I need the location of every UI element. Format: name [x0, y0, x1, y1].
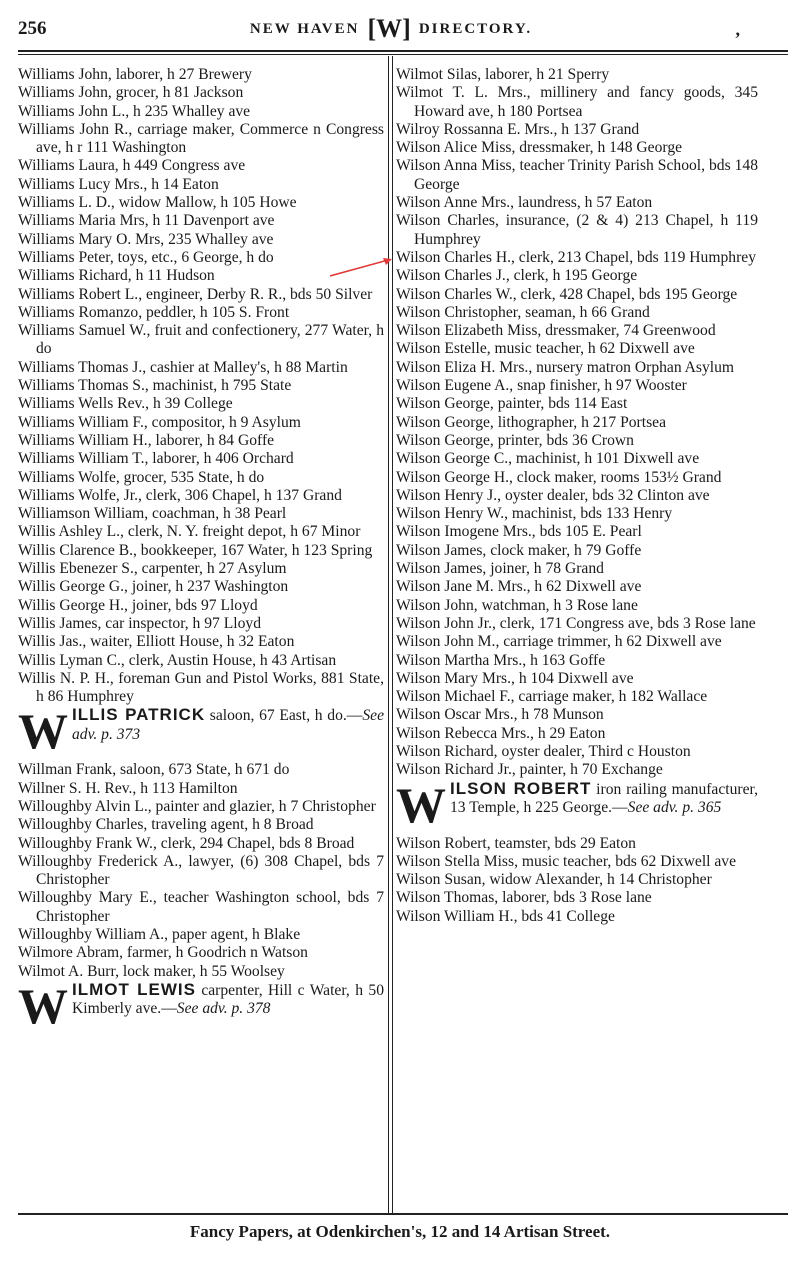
- feature-initial: W: [18, 703, 68, 760]
- feature-ref: See adv. p. 373: [72, 707, 384, 743]
- column-divider: [388, 56, 389, 1213]
- directory-entry: Willis Jas., waiter, Elliott House, h 32 Eaton: [18, 633, 295, 651]
- directory-entry: Williams John, grocer, h 81 Jackson: [18, 84, 244, 102]
- directory-entry: Wilson John, watchman, h 3 Rose lane: [396, 596, 638, 614]
- feature-text: carpenter, Hill c Water, h 50 Kimberly ave.—: [72, 981, 384, 1018]
- directory-entry: Wilson Richard, oyster dealer, Third c Houston: [396, 742, 691, 760]
- directory-entry: Willoughby William A., paper agent, h Blake: [18, 926, 301, 944]
- left-entries-continued: [18, 761, 384, 981]
- page-header: [18, 14, 740, 44]
- top-rule-thin: [18, 54, 788, 55]
- directory-entry: Williams Lucy Mrs., h 14 Eaton: [18, 175, 219, 193]
- directory-entry: Willis N. P. H., foreman Gun and Pistol Works, 881 State, h 86 Humphrey: [18, 669, 384, 706]
- directory-entry: Wilson George C., machinist, h 101 Dixwell ave: [396, 450, 700, 468]
- directory-entry: Willis Ashley L., clerk, N. Y. freight depot, h 67 Minor: [18, 523, 361, 541]
- section-letter: [W]: [367, 14, 411, 43]
- directory-entry: Wilson Oscar Mrs., h 78 Munson: [396, 706, 604, 724]
- feature-initial: W: [396, 776, 446, 833]
- directory-entry: Willoughby Alvin L., painter and glazier, h 7 Christopher: [18, 797, 376, 815]
- feature-name: ILMOT LEWIS: [72, 979, 196, 999]
- feature-text: iron railing manufacturer, 13 Temple, h 225 George.—: [450, 780, 758, 816]
- right-entries: [396, 66, 758, 780]
- directory-entry: Willoughby Mary E., teacher Washington school, bds 7 Christopher: [18, 889, 384, 925]
- feature-entry-wilmot-lewis: [18, 977, 384, 1036]
- directory-entry: Wilson Estelle, music teacher, h 62 Dixwell ave: [396, 340, 695, 358]
- directory-entry: Wilson Thomas, laborer, bds 3 Rose lane: [396, 889, 652, 907]
- directory-entry: Willoughby Frank W., clerk, 294 Chapel, bds 8 Broad: [18, 834, 355, 852]
- directory-entry: Wilmot T. L. Mrs., millinery and fancy goods, 345 Howard ave, h 180 Portsea: [396, 84, 758, 120]
- bottom-rule: [18, 1213, 788, 1215]
- directory-entry: Wilson Robert, teamster, bds 29 Eaton: [396, 834, 636, 852]
- directory-entry: Wilson George H., clock maker, rooms 153½ Grand: [396, 468, 722, 486]
- directory-entry: Willis Lyman C., clerk, Austin House, h 43 Artisan: [18, 651, 337, 669]
- feature-entry-willis-patrick: [18, 703, 384, 761]
- directory-entry: Wilson Christopher, seaman, h 66 Grand: [396, 303, 650, 321]
- directory-entry: Wilson Richard Jr., painter, h 70 Exchange: [396, 761, 663, 779]
- top-rule: [18, 50, 788, 52]
- directory-entry: Wilmot A. Burr, lock maker, h 55 Woolsey: [18, 962, 285, 980]
- right-column: [396, 66, 758, 926]
- directory-entry: Wilson George, printer, bds 36 Crown: [396, 431, 634, 449]
- directory-entry: Wilson Anne Mrs., laundress, h 57 Eaton: [396, 194, 653, 212]
- directory-entry: Wilmot Silas, laborer, h 21 Sperry: [396, 66, 610, 83]
- directory-entry: Wilson Michael F., carriage maker, h 182 Wallace: [396, 688, 708, 706]
- directory-entry: Williams William T., laborer, h 406 Orchard: [18, 450, 294, 468]
- feature-name: ILSON ROBERT: [450, 778, 592, 798]
- directory-entry: Williams L. D., widow Mallow, h 105 Howe: [18, 194, 297, 212]
- running-title: [250, 14, 532, 44]
- directory-entry: Wilson Elizabeth Miss, dressmaker, 74 Greenwood: [396, 322, 716, 340]
- directory-entry: Williams Maria Mrs, h 11 Davenport ave: [18, 212, 275, 230]
- feature-text: saloon, 67 East, h do.—: [205, 707, 363, 725]
- directory-entry: Wilmore Abram, farmer, h Goodrich n Watson: [18, 944, 308, 962]
- directory-entry: Williams Thomas J., cashier at Malley's, h 88 Martin: [18, 358, 348, 376]
- running-title-right: DIRECTORY.: [418, 20, 533, 37]
- directory-entry: Williams Wells Rev., h 39 College: [18, 395, 233, 413]
- red-pointer-arrow-icon: [330, 254, 394, 278]
- directory-entry: Willoughby Frederick A., lawyer, (6) 308 Chapel, bds 7 Christopher: [18, 852, 384, 889]
- directory-entry: Wilson Susan, widow Alexander, h 14 Christopher: [396, 871, 712, 889]
- feature-initial: W: [18, 977, 68, 1034]
- directory-entry: Wilson Henry W., machinist, bds 133 Henry: [396, 505, 673, 523]
- directory-entry: Wilson George, lithographer, h 217 Portsea: [396, 413, 666, 431]
- directory-entry: Wilson James, clock maker, h 79 Goffe: [396, 541, 642, 559]
- directory-entry: Willner S. H. Rev., h 113 Hamilton: [18, 779, 238, 797]
- directory-entry: Wilson Charles W., clerk, 428 Chapel, bds 195 George: [396, 285, 738, 303]
- directory-entry: Wilson Eugene A., snap finisher, h 97 Wooster: [396, 377, 687, 395]
- right-entries-continued: [396, 835, 758, 926]
- feature-name: ILLIS PATRICK: [72, 705, 206, 725]
- directory-entry: Wilson Anna Miss, teacher Trinity Parish School, bds 148 George: [396, 157, 758, 193]
- directory-entry: Wilson Mary Mrs., h 104 Dixwell ave: [396, 669, 634, 687]
- directory-entry: Williams John L., h 235 Whalley ave: [18, 102, 251, 120]
- directory-entry: Wilson Eliza H. Mrs., nursery matron Orphan Asylum: [396, 358, 735, 376]
- left-entries: [18, 66, 384, 706]
- directory-entry: Willman Frank, saloon, 673 State, h 671 do: [18, 761, 290, 779]
- directory-entry: Wilson Jane M. Mrs., h 62 Dixwell ave: [396, 578, 642, 596]
- directory-entry: Wilson John M., carriage trimmer, h 62 Dixwell ave: [396, 633, 722, 651]
- column-divider-second: [392, 56, 393, 1213]
- directory-entry: Willis James, car inspector, h 97 Lloyd: [18, 614, 261, 632]
- directory-entry: Willis George H., joiner, bds 97 Lloyd: [18, 596, 258, 614]
- directory-entry: Willoughby Charles, traveling agent, h 8 Broad: [18, 816, 314, 834]
- directory-entry: Williams Robert L., engineer, Derby R. R., bds 50 Silver: [18, 285, 373, 303]
- directory-entry: Wilson James, joiner, h 78 Grand: [396, 560, 604, 578]
- directory-entry: Wilson Charles J., clerk, h 195 George: [396, 267, 638, 285]
- directory-entry: Williams Wolfe, grocer, 535 State, h do: [18, 468, 265, 486]
- directory-entry: Willis Clarence B., bookkeeper, 167 Water, h 123 Spring: [18, 541, 373, 559]
- directory-entry: Williams Peter, toys, etc., 6 George, h do: [18, 248, 274, 266]
- directory-entry: Wilson William H., bds 41 College: [396, 907, 615, 925]
- directory-entry: Wilson Charles H., clerk, 213 Chapel, bds 119 Humphrey: [396, 248, 756, 266]
- directory-entry: Williams John, laborer, h 27 Brewery: [18, 66, 252, 83]
- directory-entry: Williams Laura, h 449 Congress ave: [18, 157, 246, 175]
- directory-entry: Williams Samuel W., fruit and confectionery, 277 Water, h do: [18, 322, 384, 358]
- directory-entry: Williamson William, coachman, h 38 Pearl: [18, 505, 287, 523]
- directory-entry: Williams John R., carriage maker, Commerce n Congress ave, h r 111 Washington: [18, 120, 384, 157]
- directory-entry: Willis Ebenezer S., carpenter, h 27 Asylum: [18, 560, 287, 578]
- directory-entry: Wilson Stella Miss, music teacher, bds 62 Dixwell ave: [396, 852, 737, 870]
- directory-entry: Wilson George, painter, bds 114 East: [396, 395, 628, 413]
- directory-entry: Wilson Imogene Mrs., bds 105 E. Pearl: [396, 523, 642, 541]
- directory-entry: Williams William H., laborer, h 84 Goffe: [18, 431, 275, 449]
- directory-entry: Wilson Henry J., oyster dealer, bds 32 Clinton ave: [396, 486, 710, 504]
- feature-ref: See adv. p. 378: [176, 1000, 271, 1018]
- directory-entry: Williams Mary O. Mrs, 235 Whalley ave: [18, 230, 274, 248]
- directory-entry: Wilson Rebecca Mrs., h 29 Eaton: [396, 724, 606, 742]
- directory-entry: Wilson Martha Mrs., h 163 Goffe: [396, 651, 606, 669]
- directory-entry: Williams Wolfe, Jr., clerk, 306 Chapel, h 137 Grand: [18, 486, 342, 504]
- feature-ref: See adv. p. 365: [627, 798, 722, 816]
- directory-entry: Williams William F., compositor, h 9 Asylum: [18, 413, 301, 431]
- left-column: [18, 66, 384, 1036]
- directory-entry: Williams Richard, h 11 Hudson: [18, 267, 215, 285]
- directory-entry: Williams Thomas S., machinist, h 795 State: [18, 377, 292, 395]
- directory-entry: Wilson Charles, insurance, (2 & 4) 213 Chapel, h 119 Humphrey: [396, 212, 758, 248]
- running-title-left: NEW HAVEN: [249, 20, 360, 37]
- header-mark: ,: [735, 18, 740, 39]
- footer-advertisement: Fancy Papers, at Odenkirchen's, 12 and 14 Artisan Street.: [189, 1222, 611, 1241]
- page-number: 256: [18, 18, 47, 39]
- directory-entry: Wilroy Rossanna E. Mrs., h 137 Grand: [396, 120, 640, 138]
- directory-entry: Wilson Alice Miss, dressmaker, h 148 George: [396, 139, 683, 157]
- directory-entry: Williams Romanzo, peddler, h 105 S. Front: [18, 303, 290, 321]
- feature-entry-wilson-robert: [396, 776, 758, 835]
- directory-entry: Willis George G., joiner, h 237 Washington: [18, 578, 289, 596]
- directory-entry: Wilson John Jr., clerk, 171 Congress ave, bds 3 Rose lane: [396, 614, 756, 632]
